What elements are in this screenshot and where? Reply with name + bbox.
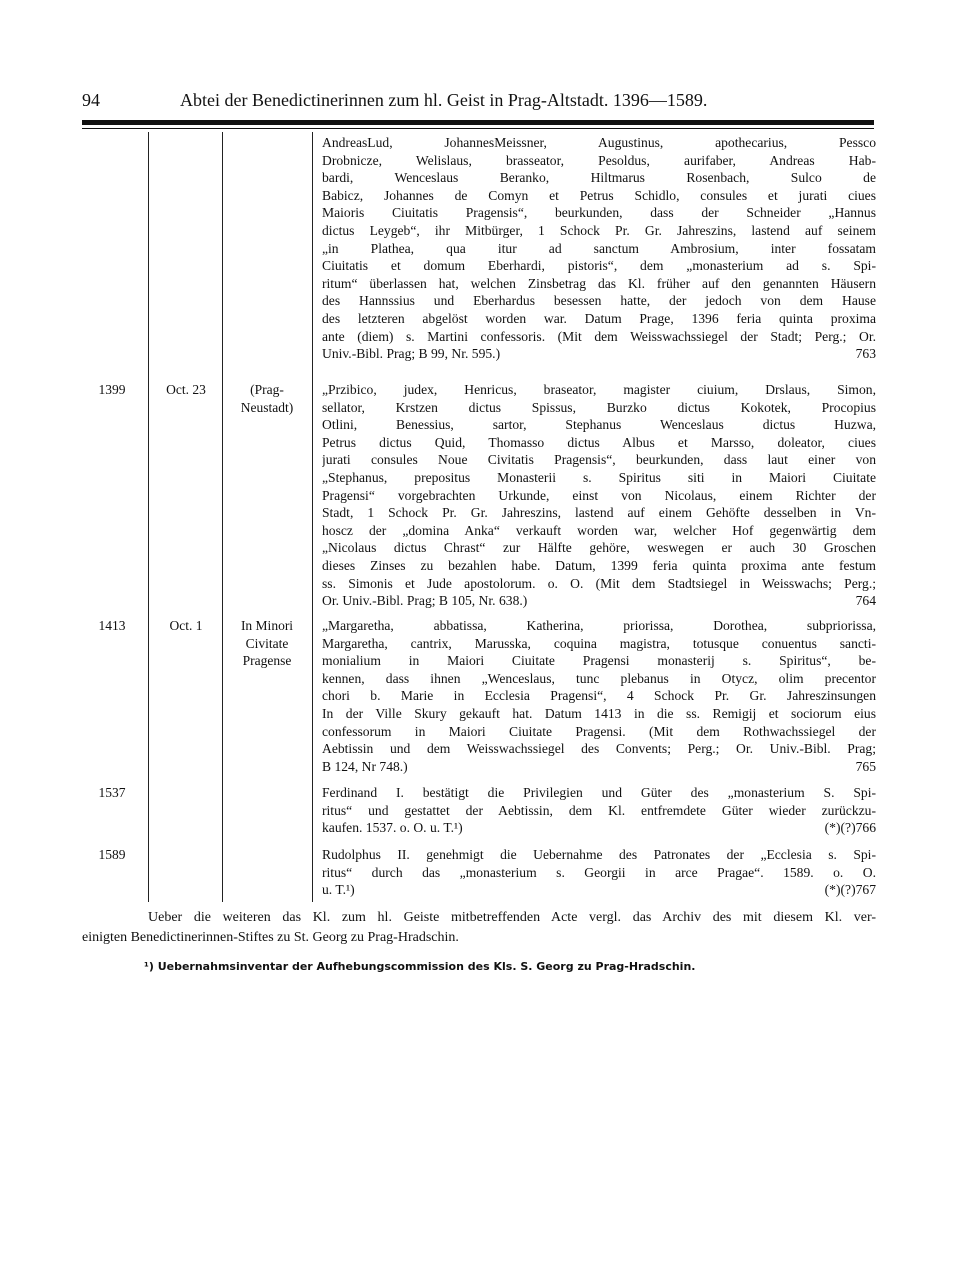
- entry-number: 763: [855, 346, 876, 362]
- entry-line: Petrus dictus Quid, Thomasso dictus Albus et Marsso, doleator, ciues: [322, 434, 876, 450]
- entry-last-line: [322, 819, 876, 837]
- place-line: Civitate: [245, 635, 289, 651]
- entry-764: [322, 381, 876, 610]
- entry-line: des Hannssius und Eberhardus besessen hatte, der jedoch von dem Hause: [322, 293, 876, 309]
- entry-line: jurati consules Noue Civitatis Pragensis“, beurkunden, dass laut einer von: [322, 452, 876, 468]
- entry-763: [322, 134, 876, 363]
- entry-year: 1537: [98, 785, 126, 800]
- entry-line: Rudolphus II. genehmigt die Uebernahme des Patronates der „Ecclesia s. Spi-: [322, 847, 876, 862]
- page-number: 94: [82, 90, 100, 110]
- entry-citation: Univ.-Bibl. Prag; B 99, Nr. 595.): [322, 346, 501, 362]
- entry-line: ante (diem) s. Martini confessoris. (Mit dem Weisswachssiegel der Stadt; Perg.; Or.: [322, 328, 876, 344]
- entry-line: Margaretha, cantrix, Marusska, coquina magistra, totusque conuentus sancti-: [322, 635, 876, 651]
- entry-year: 1589: [98, 847, 126, 862]
- closing-paragraph: [82, 908, 876, 948]
- entry-number: 765: [855, 758, 876, 774]
- entry-number: (*)(?)767: [824, 882, 876, 898]
- entry-place: [228, 381, 306, 416]
- entry-line: ritum“ überlassen hat, welchen Zinsbetrag das Kl. früher auf den genannten Häusern: [322, 275, 876, 291]
- entry-line: bardi, Wenceslaus Beranko, Hiltmarus Rosenbach, Sulco de: [322, 170, 876, 186]
- page-header: [0, 90, 960, 114]
- place-line: In Minori: [240, 618, 294, 633]
- column-rule-year: [148, 132, 149, 902]
- entry-line: ritus“ durch das „monasterium s. Georgii in arce Pragae“. 1589. o. O.: [322, 864, 876, 880]
- entry-line: hoscz der „domina Anka“ verkauft worden war, welcher Hof gegenwärtig dem: [322, 522, 876, 538]
- entry-number: 764: [855, 593, 876, 609]
- footnote: [144, 960, 695, 973]
- entry-line: „Stephanus, prepositus Monasterii s. Spiritus siti in Maiori Ciuitate: [322, 469, 876, 485]
- entry-line: Ciuitatis et domum Eberhardi, pistoris“, dem „monasterium ad s. Spi-: [322, 258, 876, 274]
- entry-last-line: [322, 345, 876, 363]
- entry-line: ritus“ und gestattet der Aebtissin, dem Kl. entfremdete Güter wieder zurückzu-: [322, 802, 876, 818]
- entry-line: In der Ville Skury gekauft hat. Datum 1413 in die ss. Remigij et sociorum eius: [322, 705, 876, 721]
- place-line: Pragense: [242, 653, 292, 669]
- entry-line: monialium in Maiori Ciuitate Pragensi monasterij s. Spiritus“, be-: [322, 653, 876, 669]
- column-rule-date: [222, 132, 223, 902]
- place-line: Neustadt): [240, 399, 294, 415]
- entry-767: [322, 846, 876, 899]
- entry-last-line: [322, 758, 876, 776]
- entry-line: Stadt, 1 Schock Pr. Gr. Jahreszins, lastend auf einem Gehöfte desselben in Vn-: [322, 505, 876, 521]
- entry-date: Oct. 1: [169, 618, 203, 633]
- entry-line: Otlini, Benessius, sartor, Stephanus Wenceslaus dictus Huzwa,: [322, 417, 876, 433]
- entry-line: „Przibico, judex, Henricus, braseator, magister ciuium, Drslaus, Simon,: [322, 382, 876, 397]
- entry-line: Pragensi“ vorgebrachten Urkunde, einst von Nicolaus, einem Richter der: [322, 487, 876, 503]
- entry-line: „in Plathea, qua itur ad sanctum Ambrosium, inter fossatam: [322, 240, 876, 256]
- entry-last-line: [322, 592, 876, 610]
- footnote-text: Uebernahmsinventar der Aufhebungscommission des Kls. S. Georg zu Prag-Hradschin.: [157, 960, 696, 973]
- entry-766: [322, 784, 876, 837]
- entry-line: Aebtissin und dem Weisswachssiegel des Convents; Perg.; Or. Univ.-Bibl. Prag;: [322, 741, 876, 757]
- header-rule-thin: [82, 128, 874, 129]
- entry-citation: kaufen. 1537. o. O. u. T.¹): [322, 820, 463, 836]
- entry-line: dieses Zinses zu bezahlen habe. Datum, 1399 feria quinta proxima ante festum: [322, 557, 876, 573]
- entry-line: dictus Leygeb“, ihr Mitbürger, 1 Schock Pr. Gr. Jahreszins, lastend auf seinem: [322, 222, 876, 238]
- entry-last-line: [322, 881, 876, 899]
- entry-765: [322, 617, 876, 775]
- entry-year: 1413: [98, 618, 126, 633]
- entry-line: „Margaretha, abbatissa, Katherina, priorissa, Dorothea, subpriorissa,: [322, 618, 876, 633]
- entry-line: Babicz, Johannes de Comyn et Petrus Schidlo, consules et jurati ciues: [322, 187, 876, 203]
- entry-date: Oct. 23: [166, 382, 206, 397]
- entry-citation: B 124, Nr 748.): [322, 758, 408, 774]
- entry-line: Ferdinand I. bestätigt die Privilegien und Güter des „monasterium S. Spi-: [322, 785, 876, 800]
- entry-line: „Nicolaus dictus Chrast“ zur Hälfte gehöre, weswegen er auch 30 Groschen: [322, 540, 876, 556]
- entry-year: 1399: [98, 382, 126, 397]
- entry-line: Maioris Ciuitatis Pragensis“, beurkunden, dass der Schneider „Hannus: [322, 205, 876, 221]
- entry-citation: Or. Univ.-Bibl. Prag; B 105, Nr. 638.): [322, 593, 528, 609]
- entry-line: ss. Simonis et Jude apostolorum. o. O. (Mit dem Stadtsiegel in Weisswachs; Perg.;: [322, 575, 876, 591]
- entry-line: des letzteren abgelöst worden war. Datum Prage, 1396 feria quinta proxima: [322, 310, 876, 326]
- entry-place: [228, 617, 306, 670]
- closing-line: einigten Benedictinerinnen-Stiftes zu St. Georg zu Prag-Hradschin.: [82, 930, 459, 945]
- place-line: (Prag-: [250, 382, 284, 397]
- column-rule-place: [312, 132, 313, 902]
- entry-line: kennen, dass ihnen „Wenceslaus, tunc plebanus in Otycz, olim precentor: [322, 670, 876, 686]
- entry-citation: u. T.¹): [322, 882, 355, 898]
- entry-line: confessorum in Maiori Ciuitate Pragensi. (Mit dem Rothwachssiegel der: [322, 723, 876, 739]
- entry-line: AndreasLud, JohannesMeissner, Augustinus, apothecarius, Pessco: [322, 135, 876, 150]
- footnote-marker: ¹): [144, 960, 154, 973]
- running-title: Abtei der Benedictinerinnen zum hl. Geist in Prag-Altstadt. 1396—1589.: [180, 90, 708, 110]
- header-rule-thick: [82, 120, 874, 125]
- entry-line: chori b. Marie in Ecclesia Pragensi“, 4 Schock Pr. Gr. Jahreszinsungen: [322, 688, 876, 704]
- closing-line: Ueber die weiteren das Kl. zum hl. Geiste mitbetreffenden Acte vergl. das Archiv des mit diesem Kl. ver-: [148, 910, 876, 925]
- entry-line: sellator, Krstzen dictus Spissus, Burzko dictus Kokotek, Procopius: [322, 399, 876, 415]
- entry-number: (*)(?)766: [824, 820, 876, 836]
- entry-line: Drobnicze, Welislaus, brasseator, Pesoldus, aurifaber, Andreas Hab-: [322, 152, 876, 168]
